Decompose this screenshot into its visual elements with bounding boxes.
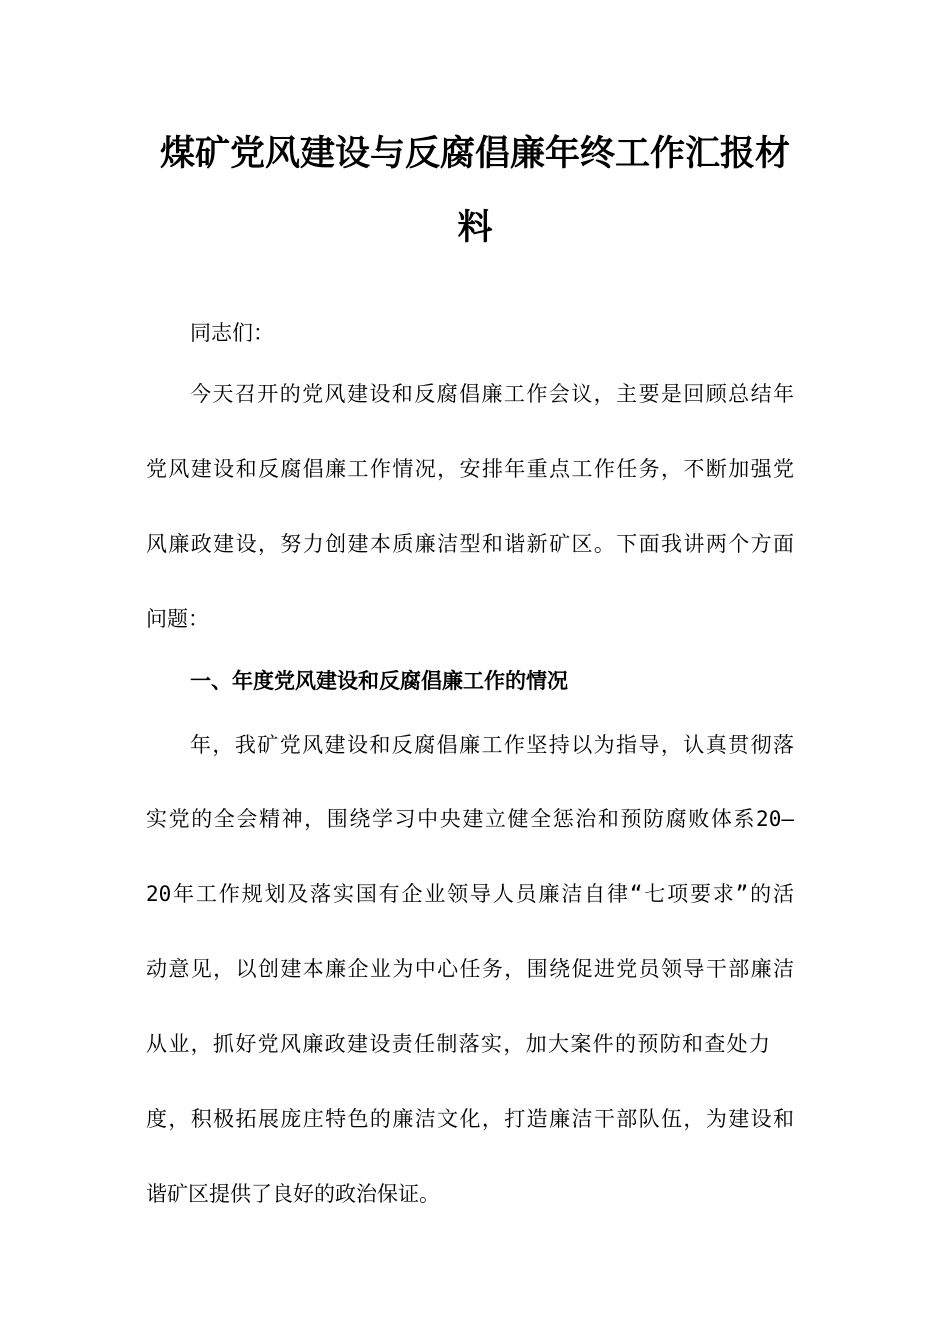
body-line-7: 谐矿区提供了良好的政治保证。 [146, 1182, 440, 1206]
body-line-1: 年，我矿党风建设和反腐倡廉工作坚持以为指导，认真贯彻落 [190, 733, 794, 757]
body-line-2: 实党的全会精神，围绕学习中央建立健全惩治和预防腐败体系20— [146, 807, 794, 831]
intro-line-4: 问题： [146, 607, 209, 631]
salutation: 同志们： [190, 321, 274, 345]
intro-line-1: 今天召开的党风建设和反腐倡廉工作会议，主要是回顾总结年 [190, 382, 794, 406]
body-line-4: 动意见，以创建本廉企业为中心任务，围绕促进党员领导干部廉洁 [146, 957, 794, 981]
intro-line-2: 党风建设和反腐倡廉工作情况，安排年重点工作任务，不断加强党 [146, 457, 794, 481]
body-line-6: 度，积极拓展庞庄特色的廉洁文化，打造廉洁干部队伍，为建设和 [146, 1107, 794, 1131]
intro-line-3: 风廉政建设，努力创建本质廉洁型和谐新矿区。下面我讲两个方面 [146, 532, 794, 556]
section-heading-1: 一、年度党风建设和反腐倡廉工作的情况 [190, 669, 568, 693]
document-title-line-2: 料 [457, 207, 493, 248]
body-line-5: 从业，抓好党风廉政建设责任制落实，加大案件的预防和查处力 [146, 1032, 770, 1056]
document-title-line-1: 煤矿党风建设与反腐倡廉年终工作汇报材 [159, 133, 790, 174]
body-line-3: 20年工作规划及落实国有企业领导人员廉洁自律“七项要求”的活 [146, 882, 794, 906]
